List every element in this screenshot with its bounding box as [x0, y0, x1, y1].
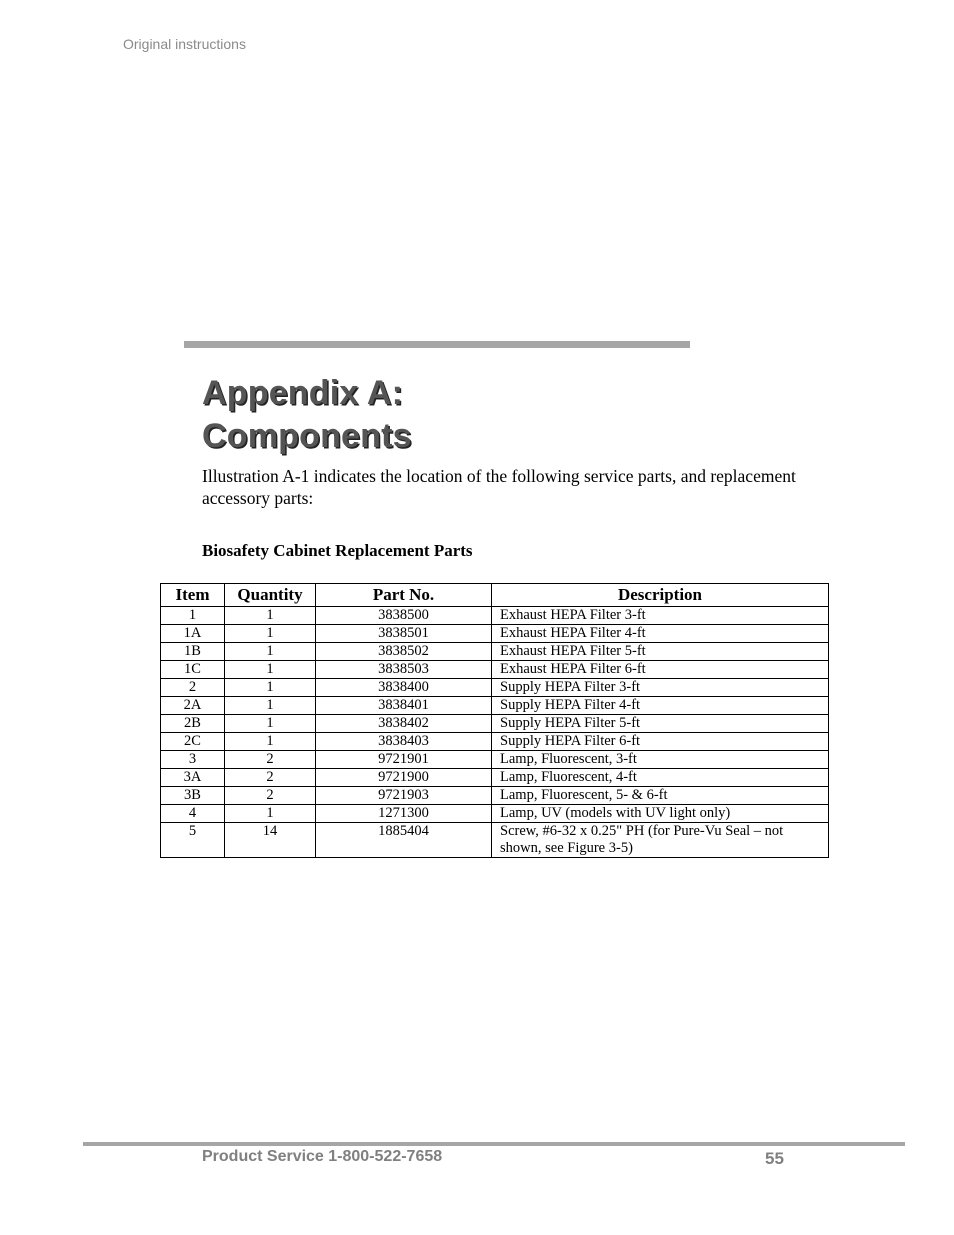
cell-item: 3	[161, 751, 225, 769]
column-header-quantity: Quantity	[225, 584, 316, 607]
table-header-row	[161, 584, 829, 607]
table-row	[161, 661, 829, 679]
cell-part-no: 3838402	[316, 715, 492, 733]
cell-part-no: 3838400	[316, 679, 492, 697]
replacement-parts-table	[160, 583, 829, 858]
intro-paragraph: Illustration A-1 indicates the location of the following service parts, and replacement accessory parts:	[202, 466, 796, 508]
cell-part-no: 3838502	[316, 643, 492, 661]
table-row	[161, 643, 829, 661]
page-title	[202, 372, 412, 458]
table-row	[161, 607, 829, 625]
cell-quantity: 1	[225, 733, 316, 751]
cell-item: 2	[161, 679, 225, 697]
cell-quantity: 1	[225, 697, 316, 715]
cell-quantity: 1	[225, 715, 316, 733]
cell-description: Exhaust HEPA Filter 6-ft	[492, 661, 829, 679]
cell-description: Supply HEPA Filter 6-ft	[492, 733, 829, 751]
cell-item: 4	[161, 805, 225, 823]
cell-item: 5	[161, 823, 225, 858]
cell-item: 1C	[161, 661, 225, 679]
cell-part-no: 3838401	[316, 697, 492, 715]
table-row	[161, 805, 829, 823]
table-row	[161, 625, 829, 643]
table-row	[161, 697, 829, 715]
cell-part-no: 3838503	[316, 661, 492, 679]
footer-divider-rule	[83, 1142, 905, 1146]
cell-description: Exhaust HEPA Filter 4-ft	[492, 625, 829, 643]
cell-quantity: 1	[225, 805, 316, 823]
cell-description: Screw, #6-32 x 0.25" PH (for Pure-Vu Seal – not shown, see Figure 3-5)	[492, 823, 829, 858]
table-caption: Biosafety Cabinet Replacement Parts	[202, 541, 473, 560]
cell-description: Supply HEPA Filter 5-ft	[492, 715, 829, 733]
cell-item: 3B	[161, 787, 225, 805]
cell-description: Lamp, Fluorescent, 5- & 6-ft	[492, 787, 829, 805]
cell-description: Exhaust HEPA Filter 3-ft	[492, 607, 829, 625]
cell-description: Lamp, UV (models with UV light only)	[492, 805, 829, 823]
cell-quantity: 2	[225, 787, 316, 805]
column-header-part-no: Part No.	[316, 584, 492, 607]
cell-item: 3A	[161, 769, 225, 787]
cell-description: Lamp, Fluorescent, 3-ft	[492, 751, 829, 769]
cell-description: Supply HEPA Filter 4-ft	[492, 697, 829, 715]
cell-quantity: 2	[225, 769, 316, 787]
cell-part-no: 1271300	[316, 805, 492, 823]
cell-item: 2A	[161, 697, 225, 715]
page-number: 55	[765, 1149, 784, 1168]
cell-part-no: 3838500	[316, 607, 492, 625]
cell-description: Lamp, Fluorescent, 4-ft	[492, 769, 829, 787]
table-row	[161, 823, 829, 858]
cell-quantity: 1	[225, 625, 316, 643]
cell-part-no: 3838501	[316, 625, 492, 643]
cell-item: 2C	[161, 733, 225, 751]
cell-quantity: 1	[225, 643, 316, 661]
cell-item: 2B	[161, 715, 225, 733]
table-row	[161, 679, 829, 697]
cell-description: Exhaust HEPA Filter 5-ft	[492, 643, 829, 661]
column-header-item: Item	[161, 584, 225, 607]
cell-part-no: 1885404	[316, 823, 492, 858]
table-row	[161, 751, 829, 769]
cell-quantity: 1	[225, 679, 316, 697]
cell-quantity: 14	[225, 823, 316, 858]
cell-item: 1	[161, 607, 225, 625]
table-body	[161, 607, 829, 858]
cell-part-no: 9721903	[316, 787, 492, 805]
cell-part-no: 9721900	[316, 769, 492, 787]
top-divider-rule	[184, 341, 690, 348]
footer-product-service: Product Service 1-800-522-7658	[202, 1148, 443, 1165]
column-header-description: Description	[492, 584, 829, 607]
table-row	[161, 733, 829, 751]
cell-description: Supply HEPA Filter 3-ft	[492, 679, 829, 697]
cell-part-no: 3838403	[316, 733, 492, 751]
table-row	[161, 769, 829, 787]
cell-item: 1A	[161, 625, 225, 643]
cell-quantity: 1	[225, 661, 316, 679]
table-row	[161, 787, 829, 805]
cell-quantity: 1	[225, 607, 316, 625]
running-header-note: Original instructions	[123, 36, 246, 52]
cell-quantity: 2	[225, 751, 316, 769]
table-row	[161, 715, 829, 733]
page-title-line-1: Appendix A:	[202, 374, 404, 412]
page-title-line-2: Components	[202, 417, 412, 455]
cell-item: 1B	[161, 643, 225, 661]
cell-part-no: 9721901	[316, 751, 492, 769]
